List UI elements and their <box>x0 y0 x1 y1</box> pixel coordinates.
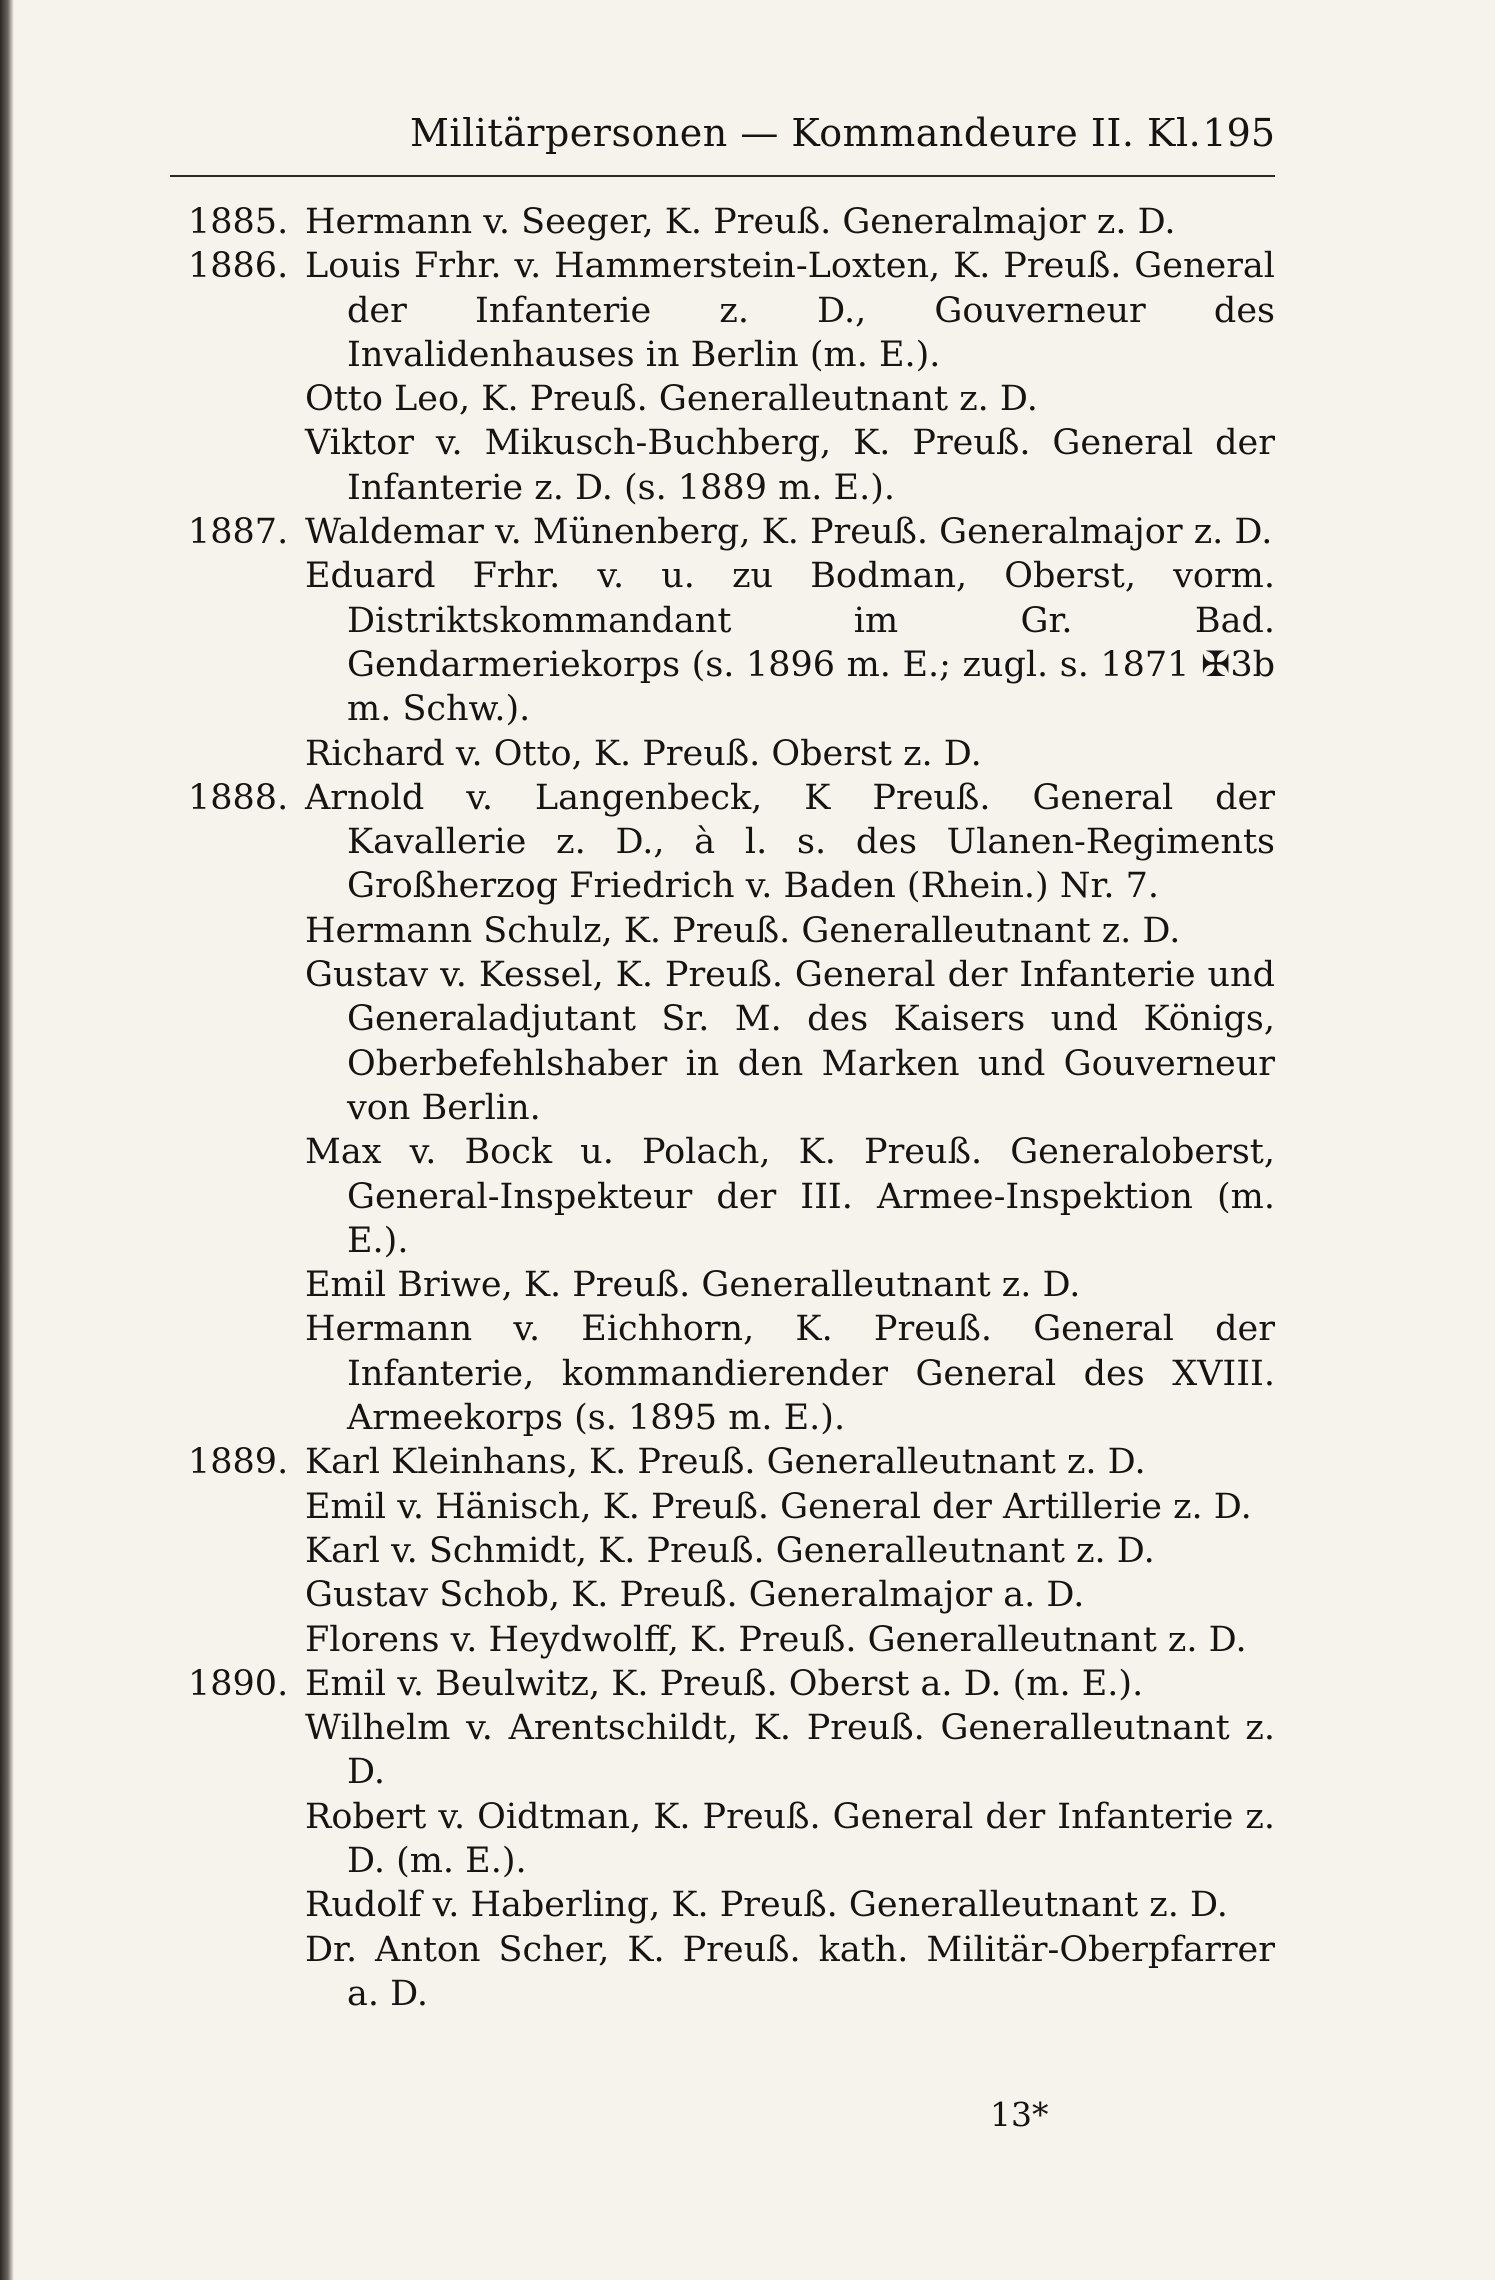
entry-year: 1888. <box>188 777 289 818</box>
entry-text: Otto Leo, K. Preuß. Generalleutnant z. D. <box>305 379 1038 420</box>
entry-year: 1889. <box>188 1442 289 1483</box>
list-item <box>170 1706 1275 1795</box>
entry-text: Hermann v. Eichhorn, K. Preuß. General der Infanterie, kommandierender General des XVIII. Armeekorps (s. 1895 m. E.). <box>305 1309 1275 1439</box>
list-item <box>170 909 1275 953</box>
list-item <box>170 1263 1275 1307</box>
list-item <box>170 1440 1275 1484</box>
list-item <box>170 1130 1275 1263</box>
entry-text: Eduard Frhr. v. u. zu Bodman, Oberst, vorm. Distriktskommandant im Gr. Bad. Gendarmeriekorps (s. 1896 m. E.; zugl. s. 1871 ✠3b m. Schw.). <box>305 556 1275 730</box>
entry-text: Emil v. Hänisch, K. Preuß. General der Artillerie z. D. <box>305 1486 1252 1527</box>
list-item <box>170 1529 1275 1573</box>
entry-text: Dr. Anton Scher, K. Preuß. kath. Militär-Oberpfarrer a. D. <box>305 1929 1275 2014</box>
list-item <box>170 1485 1275 1529</box>
entry-text: Emil v. Beulwitz, K. Preuß. Oberst a. D. (m. E.). <box>305 1663 1144 1704</box>
entry-text: Gustav v. Kessel, K. Preuß. General der Infanterie und Generaladjutant Sr. M. des Kaisers und Königs, Oberbefehlshaber in den Marken und Gouverneur von Berlin. <box>305 955 1275 1128</box>
entry-text: Hermann v. Seeger, K. Preuß. Generalmajor z. D. <box>305 202 1176 242</box>
list-item <box>170 1883 1275 1927</box>
list-item <box>170 953 1275 1130</box>
entry-text: Louis Frhr. v. Hammerstein-Loxten, K. Preuß. General der Infanterie z. D., Gouverneur des Invalidenhauses in Berlin (m. E.). <box>305 246 1275 375</box>
entry-year: 1890. <box>188 1663 289 1704</box>
list-item <box>170 1618 1275 1662</box>
entry-text: Florens v. Heydwolff, K. Preuß. Generalleutnant z. D. <box>305 1619 1247 1660</box>
entry-year: 1887. <box>188 512 289 553</box>
list-item <box>170 1573 1275 1617</box>
list-item <box>170 421 1275 510</box>
entry-text: Arnold v. Langenbeck, K Preuß. General der Kavallerie z. D., à l. s. des Ulanen-Regiments Großherzog Friedrich v. Baden (Rhein.) Nr. 7. <box>305 777 1275 907</box>
entry-text: Robert v. Oidtman, K. Preuß. General der Infanterie z. D. (m. E.). <box>305 1796 1275 1881</box>
book-page <box>170 105 1275 2215</box>
running-title: Militärpersonen — Kommandeure II. Kl. <box>410 111 1202 155</box>
list-item <box>170 1928 1275 2017</box>
entry-text: Rudolf v. Haberling, K. Preuß. Generalleutnant z. D. <box>305 1885 1228 1926</box>
entry-text: Waldemar v. Münenberg, K. Preuß. Generalmajor z. D. <box>305 512 1273 553</box>
book-binding-edge <box>0 0 14 2280</box>
entry-list <box>170 200 1275 2016</box>
list-item <box>170 377 1275 421</box>
page-header <box>170 105 1275 177</box>
entry-text: Emil Briwe, K. Preuß. Generalleutnant z. D. <box>305 1265 1081 1306</box>
list-item <box>170 1795 1275 1884</box>
entry-text: Richard v. Otto, K. Preuß. Oberst z. D. <box>305 733 982 774</box>
entry-text: Max v. Bock u. Polach, K. Preuß. Generaloberst, General-Inspekteur der III. Armee-Inspektion (m. E.). <box>305 1132 1275 1261</box>
entry-year: 1886. <box>188 246 289 287</box>
list-item <box>170 776 1275 909</box>
list-item <box>170 244 1275 377</box>
list-item <box>170 554 1275 731</box>
entry-text: Hermann Schulz, K. Preuß. Generalleutnant z. D. <box>305 910 1181 951</box>
entry-year: 1885. <box>188 202 289 242</box>
entry-text: Wilhelm v. Arentschildt, K. Preuß. Generalleutnant z. D. <box>305 1708 1275 1793</box>
entry-text: Gustav Schob, K. Preuß. Generalmajor a. D. <box>305 1575 1085 1616</box>
list-item <box>170 1307 1275 1440</box>
list-item <box>170 200 1275 244</box>
list-item <box>170 510 1275 554</box>
page-number: 195 <box>1202 111 1275 155</box>
signature-mark: 13* <box>990 2095 1049 2134</box>
list-item <box>170 1662 1275 1706</box>
entry-text: Karl Kleinhans, K. Preuß. Generalleutnant z. D. <box>305 1442 1146 1483</box>
entry-text: Karl v. Schmidt, K. Preuß. Generalleutnant z. D. <box>305 1530 1155 1571</box>
list-item <box>170 732 1275 776</box>
entry-text: Viktor v. Mikusch-Buchberg, K. Preuß. General der Infanterie z. D. (s. 1889 m. E.). <box>305 423 1275 508</box>
